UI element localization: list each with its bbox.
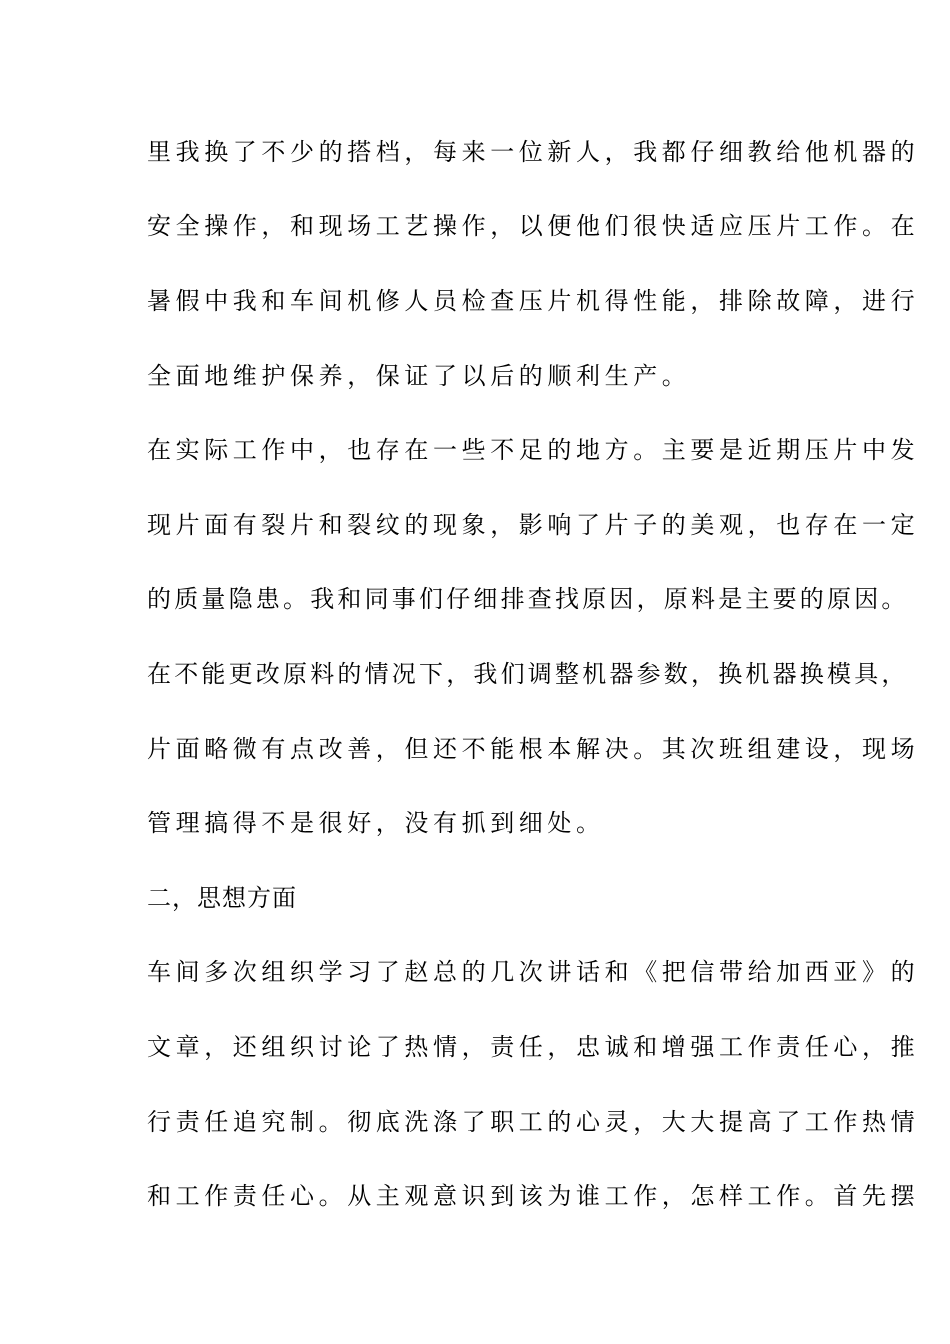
body-text-line: 在实际工作中，也存在一些不足的地方。主要是近期压片中发 bbox=[147, 436, 920, 464]
body-text-line: 片面略微有点改善，但还不能根本解决。其次班组建设，现场 bbox=[147, 735, 920, 763]
body-text-line: 行责任追究制。彻底洗涤了职工的心灵，大大提高了工作热情 bbox=[147, 1108, 920, 1136]
body-text-line: 里我换了不少的搭档，每来一位新人，我都仔细教给他机器的 bbox=[147, 138, 920, 166]
body-text-line: 管理搞得不是很好，没有抓到细处。 bbox=[147, 809, 605, 837]
body-text-line: 现片面有裂片和裂纹的现象，影响了片子的美观，也存在一定 bbox=[147, 511, 920, 539]
body-text-line: 全面地维护保养，保证了以后的顺利生产。 bbox=[147, 362, 691, 390]
body-text-line: 和工作责任心。从主观意识到该为谁工作，怎样工作。首先摆 bbox=[147, 1182, 920, 1210]
section-heading: 二，思想方面 bbox=[147, 884, 297, 912]
body-text-line: 暑假中我和车间机修人员检查压片机得性能，排除故障，进行 bbox=[147, 287, 920, 315]
body-text-line: 车间多次组织学习了赵总的几次讲话和《把信带给加西亚》的 bbox=[147, 958, 920, 986]
body-text-line: 在不能更改原料的情况下，我们调整机器参数，换机器换模具， bbox=[147, 660, 909, 688]
body-text-line: 安全操作，和现场工艺操作，以便他们很快适应压片工作。在 bbox=[147, 212, 920, 240]
body-text-line: 的质量隐患。我和同事们仔细排查找原因，原料是主要的原因。 bbox=[147, 585, 909, 613]
body-text-line: 文章，还组织讨论了热情，责任，忠诚和增强工作责任心，推 bbox=[147, 1033, 920, 1061]
